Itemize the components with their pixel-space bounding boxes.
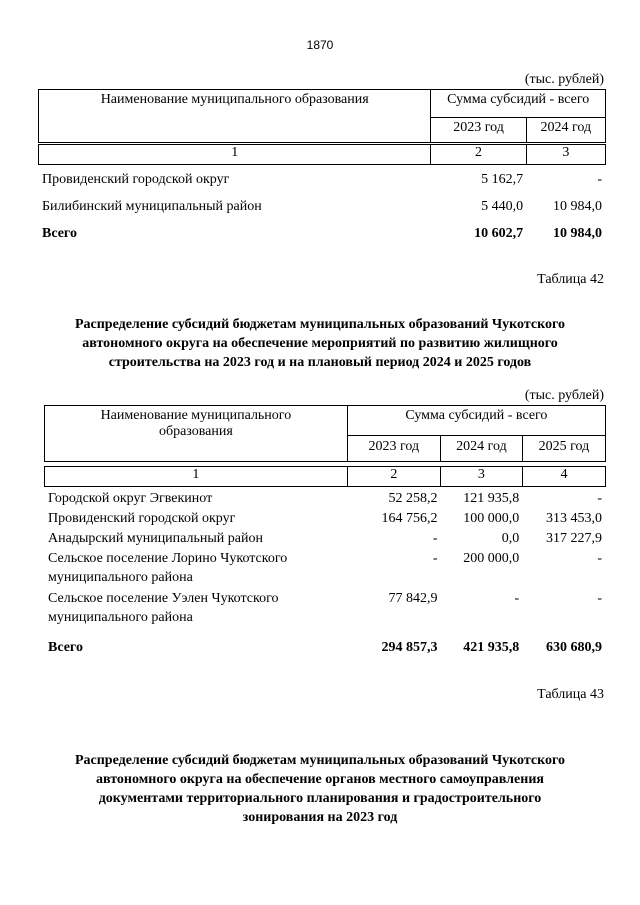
row-value: 100 000,0 [463,511,520,526]
table42-body [44,489,606,657]
table42-header-year: 2025 год [522,436,605,462]
row-name-line: муниципального района [48,570,193,585]
row-name [44,549,349,589]
table1-number-row [38,144,606,165]
table1-body [38,172,606,253]
table42-colnum: 1 [45,467,348,487]
row-value: - [432,531,438,546]
table43-label: Таблица 43 [537,687,604,702]
table-row [38,199,606,226]
row-value: - [597,491,602,506]
table42-header-year: 2024 год [440,436,522,462]
row-name: Анадырский муниципальный район [48,531,263,546]
title-line: Распределение субсидий бюджетам муниципальных образований Чукотского [74,753,566,768]
table1-colnum: 1 [39,145,431,165]
table-row [44,549,606,589]
row-value: 313 453,0 [546,511,602,526]
title-line: документами территориального планирования и градостроительного [98,791,542,806]
table1-header [38,89,606,143]
row-name-line: муниципального района [48,610,193,625]
table42-unit: (тыс. рублей) [524,388,604,403]
table1-colnum: 3 [526,145,605,165]
header-name-line: Наименование муниципального [100,408,292,423]
table1-header-year: 2023 год [431,118,526,143]
row-name: Провиденский городской округ [42,172,230,187]
total-value: 630 680,9 [546,640,602,655]
title-line: зонирования на 2023 год [242,810,398,825]
total-row [44,629,606,657]
table42-title [40,315,600,372]
table-row [44,589,606,629]
title-line: автономного округа на обеспечение органов местного самоуправления [96,772,544,787]
title-line: автономного округа на обеспечение мероприятий по развитию жилищного [82,336,558,351]
table42-colnum: 2 [347,467,440,487]
row-value: 77 842,9 [388,591,438,606]
row-name: Билибинский муниципальный район [42,199,262,214]
table1-colnum: 2 [431,145,526,165]
row-value: - [514,591,520,606]
table42-header [44,405,606,462]
row-name-line: Сельское поселение Уэлен Чукотского [48,591,279,606]
table-row [44,529,606,549]
table1-header-sum: Сумма субсидий - всего [431,90,606,118]
row-value: - [597,551,602,566]
table1-header-year: 2024 год [526,118,605,143]
table42-header-sum: Сумма субсидий - всего [347,406,605,436]
total-row [38,226,606,253]
row-name [44,589,349,629]
row-value: 164 756,2 [381,511,438,526]
row-value: 10 984,0 [553,199,602,214]
total-value: 421 935,8 [463,640,520,655]
title-line: Распределение субсидий бюджетам муниципальных образований Чукотского [74,317,566,332]
row-name: Городской округ Эгвекинот [48,491,213,506]
table42-colnum: 4 [522,467,605,487]
header-name-line: образования [158,424,233,439]
row-value: - [432,551,438,566]
title-line: строительства на 2023 год и на плановый период 2024 и 2025 годов [108,355,532,370]
page-number: 1870 [306,38,334,52]
row-value: - [597,591,602,606]
table43-title [40,751,600,827]
row-value: 317 227,9 [546,531,602,546]
total-value: 294 857,3 [381,640,438,655]
row-value: 52 258,2 [388,491,438,506]
total-value: 10 984,0 [553,226,602,241]
row-value: 121 935,8 [463,491,520,506]
table-row [44,509,606,529]
table42-label: Таблица 42 [537,272,604,287]
row-value: 5 162,7 [481,172,524,187]
total-label: Всего [42,226,77,241]
table42-colnum: 3 [440,467,522,487]
table42-header-year: 2023 год [347,436,440,462]
table1-header-name: Наименование муниципального образования [39,90,431,143]
total-label: Всего [48,640,83,655]
table42-header-name [45,406,348,462]
total-value: 10 602,7 [474,226,524,241]
row-value: 5 440,0 [481,199,524,214]
row-name: Провиденский городской округ [48,511,236,526]
row-value: 200 000,0 [463,551,520,566]
table42-number-row [44,466,606,487]
row-name-line: Сельское поселение Лорино Чукотского [48,551,288,566]
table-row [44,489,606,509]
table1-unit: (тыс. рублей) [524,72,604,87]
row-value: 0,0 [501,531,520,546]
table-row [38,172,606,199]
row-value: - [597,172,602,187]
